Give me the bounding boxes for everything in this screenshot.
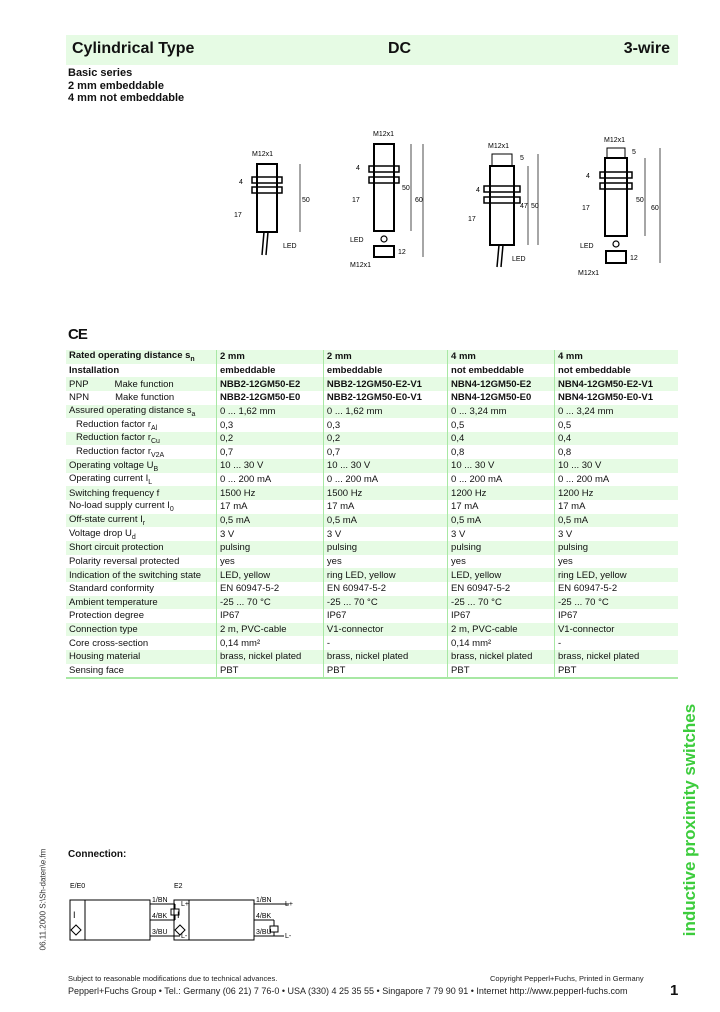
row-label: Short circuit protection [66,541,217,555]
row-label: Protection degree [69,610,144,622]
cell-value: 10 ... 30 V [448,459,555,473]
table-row [66,555,678,569]
cell-value: 0,5 [448,418,555,432]
cell-value: IP67 [217,609,324,623]
length-label: 50 [636,197,644,204]
dimension-drawings [0,120,720,310]
table-row [66,500,678,514]
header-bar [66,35,678,65]
current-type: DC [388,40,412,57]
cell-value: LED, yellow [448,568,555,582]
diagram-label: E/E0 [70,883,86,890]
cell-value: embeddable [217,364,324,378]
table-row [66,636,678,650]
table-row [66,650,678,664]
wrench-size: 17 [234,212,242,219]
row-label: Reduction factor $r_{Al}$ [76,418,158,432]
table-row [66,391,678,405]
wiring-diagram-e2 [174,883,293,940]
row-label: Indication of the switching state [66,568,217,582]
cell-value: 17 mA [217,500,324,514]
cell-value: 4 mm [448,350,555,364]
cell-value: 3 V [448,527,555,541]
row-label: Assured operating distance $s_a$ [66,405,217,419]
cell-value: PBT [554,664,678,679]
footer-note: Subject to reasonable modifications due to technical advances. [68,974,278,983]
row-label: NPN Make function [69,392,175,404]
wire-type: 3-wire [623,40,670,57]
cell-value: 2 m, PVC-cable [217,623,324,637]
cell-value: NBB2-12GM50-E0-V1 [323,391,447,405]
cell-value: PBT [448,664,555,679]
wrench-size: 17 [582,205,590,212]
cell-value: 0 ... 200 mA [217,473,324,487]
table-row [66,459,678,473]
cell-value: EN 60947-5-2 [554,582,678,596]
row-label: PNP Make function [66,377,217,391]
wire-label-bk: 4/BK [256,913,272,920]
total-length-label: 50 [531,203,539,210]
cell-value: 1200 Hz [554,486,678,500]
cell-value: yes [323,555,447,569]
cell-value: 3 V [323,527,447,541]
cell-value: 0,7 [323,445,447,459]
table-row [66,432,678,446]
cell-value: 0,4 [554,432,678,446]
cell-value: ring LED, yellow [323,568,447,582]
row-label: Housing material [66,650,217,664]
top-length-label: 5 [520,155,524,162]
wiring-diagram-e-e0 [70,883,189,940]
cell-value: 0,3 [217,418,324,432]
cell-value: 2 mm [323,350,447,364]
cell-value: 4 mm [554,350,678,364]
cell-value: brass, nickel plated [323,650,447,664]
cell-value: not embeddable [554,364,678,378]
cell-value: 1500 Hz [323,486,447,500]
wire-label-bu: 3/BU [256,929,272,936]
thread-label: M12x1 [373,131,395,138]
cell-value: pulsing [554,541,678,555]
sensor-symbol: I [177,910,180,920]
led-label: LED [283,243,297,250]
table-row [66,364,678,378]
cell-value: 0,14 mm² [448,636,555,650]
embeddable-label: 2 mm embeddable [68,80,164,92]
led-label: LED [580,243,594,250]
cell-value: 17 mA [323,500,447,514]
cell-value: 0,5 [554,418,678,432]
ce-mark: CE [68,326,87,343]
row-label: Ambient temperature [66,596,217,610]
cell-value: 0,8 [448,445,555,459]
cell-value: 2 m, PVC-cable [448,623,555,637]
cell-value: -25 ... 70 °C [323,596,447,610]
thread-label: M12x1 [604,137,626,144]
row-label: Connection type [66,623,217,637]
cell-value: 0,5 mA [217,514,324,528]
total-length-label: 60 [651,205,659,212]
thread-label: M12x1 [488,143,510,150]
length-label: 47 [520,203,528,210]
cell-value: -25 ... 70 °C [554,596,678,610]
cell-value: IP67 [448,609,555,623]
cell-value: NBN4-12GM50-E2-V1 [554,377,678,391]
footer-contact: Pepperl+Fuchs Group • Tel.: Germany (06 21) 7 76-0 • USA (330) 4 25 35 55 • Singapore 7 79 90 91 • Internet http://www.pepperl-fuchs.com [68,986,628,996]
table-row [66,527,678,541]
cell-value: V1-connector [323,623,447,637]
specifications-table [66,350,678,679]
footer-copyright: Copyright Pepperl+Fuchs, Printed in Germany [490,974,644,983]
category-side-label: inductive proximity switches [680,703,699,937]
row-label: Reduction factor $r_{V2A}$ [76,445,165,459]
cell-value: PBT [217,664,324,679]
file-stamp: 06.11.2000 S:\Sh-daten\e.fm [38,848,48,951]
length-label: 50 [402,185,410,192]
total-length-label: 60 [415,197,423,204]
cell-value: 0,14 mm² [217,636,324,650]
cell-value: IP67 [323,609,447,623]
cell-value: 0,7 [217,445,324,459]
cell-value: ring LED, yellow [554,568,678,582]
cell-value: 0 ... 200 mA [448,473,555,487]
page-title: Cylindrical Type [72,40,195,57]
l-minus-label: L- [181,933,188,940]
table-row [66,514,678,528]
cell-value: -25 ... 70 °C [448,596,555,610]
series-label: Basic series [68,67,133,79]
connector-length-label: 12 [398,249,406,256]
cell-value: not embeddable [448,364,555,378]
drawing-sensor-connector-embeddable [350,131,423,269]
connection-diagrams [60,880,300,950]
thread-label-connector: M12x1 [350,262,372,269]
table-row [66,377,678,391]
cell-value: 1500 Hz [217,486,324,500]
nut-size: 4 [586,173,590,180]
cell-value: 17 mA [554,500,678,514]
row-label: Switching frequency f [66,486,217,500]
row-label: Operating current $I_L$ [69,473,153,487]
cell-value: EN 60947-5-2 [217,582,324,596]
cell-value: pulsing [323,541,447,555]
cell-value: NBB2-12GM50-E2 [217,377,324,391]
row-label: Standard conformity [69,583,155,595]
table-row [66,418,678,432]
table-row [66,596,678,610]
cell-value: 0,8 [554,445,678,459]
table-row [66,486,678,500]
cell-value: yes [448,555,555,569]
wrench-size: 17 [468,216,476,223]
table-row [66,405,678,419]
row-label: Rated operating distance $s_n$ [66,350,217,364]
drawing-sensor-cable-embeddable [234,151,310,255]
cell-value: -25 ... 70 °C [217,596,324,610]
cell-value: EN 60947-5-2 [323,582,447,596]
cell-value: 0,2 [217,432,324,446]
wrench-size: 17 [352,197,360,204]
table-row [66,623,678,637]
row-label: Installation [69,364,120,376]
nut-size: 4 [239,179,243,186]
cell-value: 0,3 [323,418,447,432]
top-length-label: 5 [632,149,636,156]
l-minus-label: L- [285,933,292,940]
cell-value: LED, yellow [217,568,324,582]
nut-size: 4 [356,165,360,172]
table-row [66,541,678,555]
cell-value: 10 ... 30 V [323,459,447,473]
diagram-label: E2 [174,883,183,890]
cell-value: EN 60947-5-2 [448,582,555,596]
row-label: No-load supply current $I_0$ [69,500,174,514]
cell-value: 0,5 mA [448,514,555,528]
cell-value: 1200 Hz [448,486,555,500]
row-label: Off-state current $I_r$ [66,514,217,528]
connector-length-label: 12 [630,255,638,262]
nut-size: 4 [476,187,480,194]
cell-value: 0 ... 3,24 mm [448,405,555,419]
thread-label-connector: M12x1 [578,270,600,277]
cell-value: NBN4-12GM50-E2 [448,377,555,391]
not-embeddable-label: 4 mm not embeddable [68,92,185,104]
cell-value: brass, nickel plated [554,650,678,664]
length-label: 50 [302,197,310,204]
cell-value: NBN4-12GM50-E0 [448,391,555,405]
cell-value: PBT [323,664,447,679]
wire-label-bn: 1/BN [152,897,168,904]
table-row [66,568,678,582]
wire-label-bk: 4/BK [152,913,168,920]
table-row [66,473,678,487]
cell-value: - [554,636,678,650]
wire-label-bn: 1/BN [256,897,272,904]
l-plus-label: L+ [285,901,293,908]
led-label: LED [512,256,526,263]
cell-value: pulsing [217,541,324,555]
cell-value: IP67 [554,609,678,623]
row-label: Sensing face [66,664,217,679]
cell-value: 0 ... 1,62 mm [217,405,324,419]
cell-value: 0 ... 1,62 mm [323,405,447,419]
drawing-sensor-connector-not-embeddable [578,137,660,277]
cell-value: pulsing [448,541,555,555]
row-label: Voltage drop $U_d$ [69,527,136,541]
cell-value: 3 V [554,527,678,541]
cell-value: 10 ... 30 V [217,459,324,473]
cell-value: brass, nickel plated [448,650,555,664]
cell-value: 0,5 mA [323,514,447,528]
cell-value: 0 ... 200 mA [554,473,678,487]
cell-value: NBB2-12GM50-E2-V1 [323,377,447,391]
connection-title: Connection: [68,849,127,860]
cell-value: 0 ... 200 mA [323,473,447,487]
wire-label-bu: 3/BU [152,929,168,936]
cell-value: - [323,636,447,650]
l-plus-label: L+ [181,901,189,908]
table-row [66,609,678,623]
led-label: LED [350,237,364,244]
cell-value: 0 ... 3,24 mm [554,405,678,419]
cell-value: 0,5 mA [554,514,678,528]
cell-value: 3 V [217,527,324,541]
cell-value: 17 mA [448,500,555,514]
cell-value: 10 ... 30 V [554,459,678,473]
cell-value: embeddable [323,364,447,378]
row-label: Operating voltage $U_B$ [66,459,217,473]
cell-value: yes [554,555,678,569]
drawing-sensor-cable-not-embeddable [468,143,539,267]
table-row [66,582,678,596]
row-label: Core cross-section [69,637,149,649]
row-label: Polarity reversal protected [69,555,180,567]
table-row [66,445,678,459]
table-row [66,664,678,679]
cell-value: 0,2 [323,432,447,446]
thread-label: M12x1 [252,151,274,158]
table-row [66,350,678,364]
cell-value: yes [217,555,324,569]
page-number: 1 [670,982,679,999]
cell-value: 2 mm [217,350,324,364]
cell-value: 0,4 [448,432,555,446]
cell-value: NBN4-12GM50-E0-V1 [554,391,678,405]
sensor-symbol: I [73,910,76,920]
row-label: Reduction factor $r_{Cu}$ [66,432,217,446]
cell-value: brass, nickel plated [217,650,324,664]
cell-value: V1-connector [554,623,678,637]
cell-value: NBB2-12GM50-E0 [217,391,324,405]
